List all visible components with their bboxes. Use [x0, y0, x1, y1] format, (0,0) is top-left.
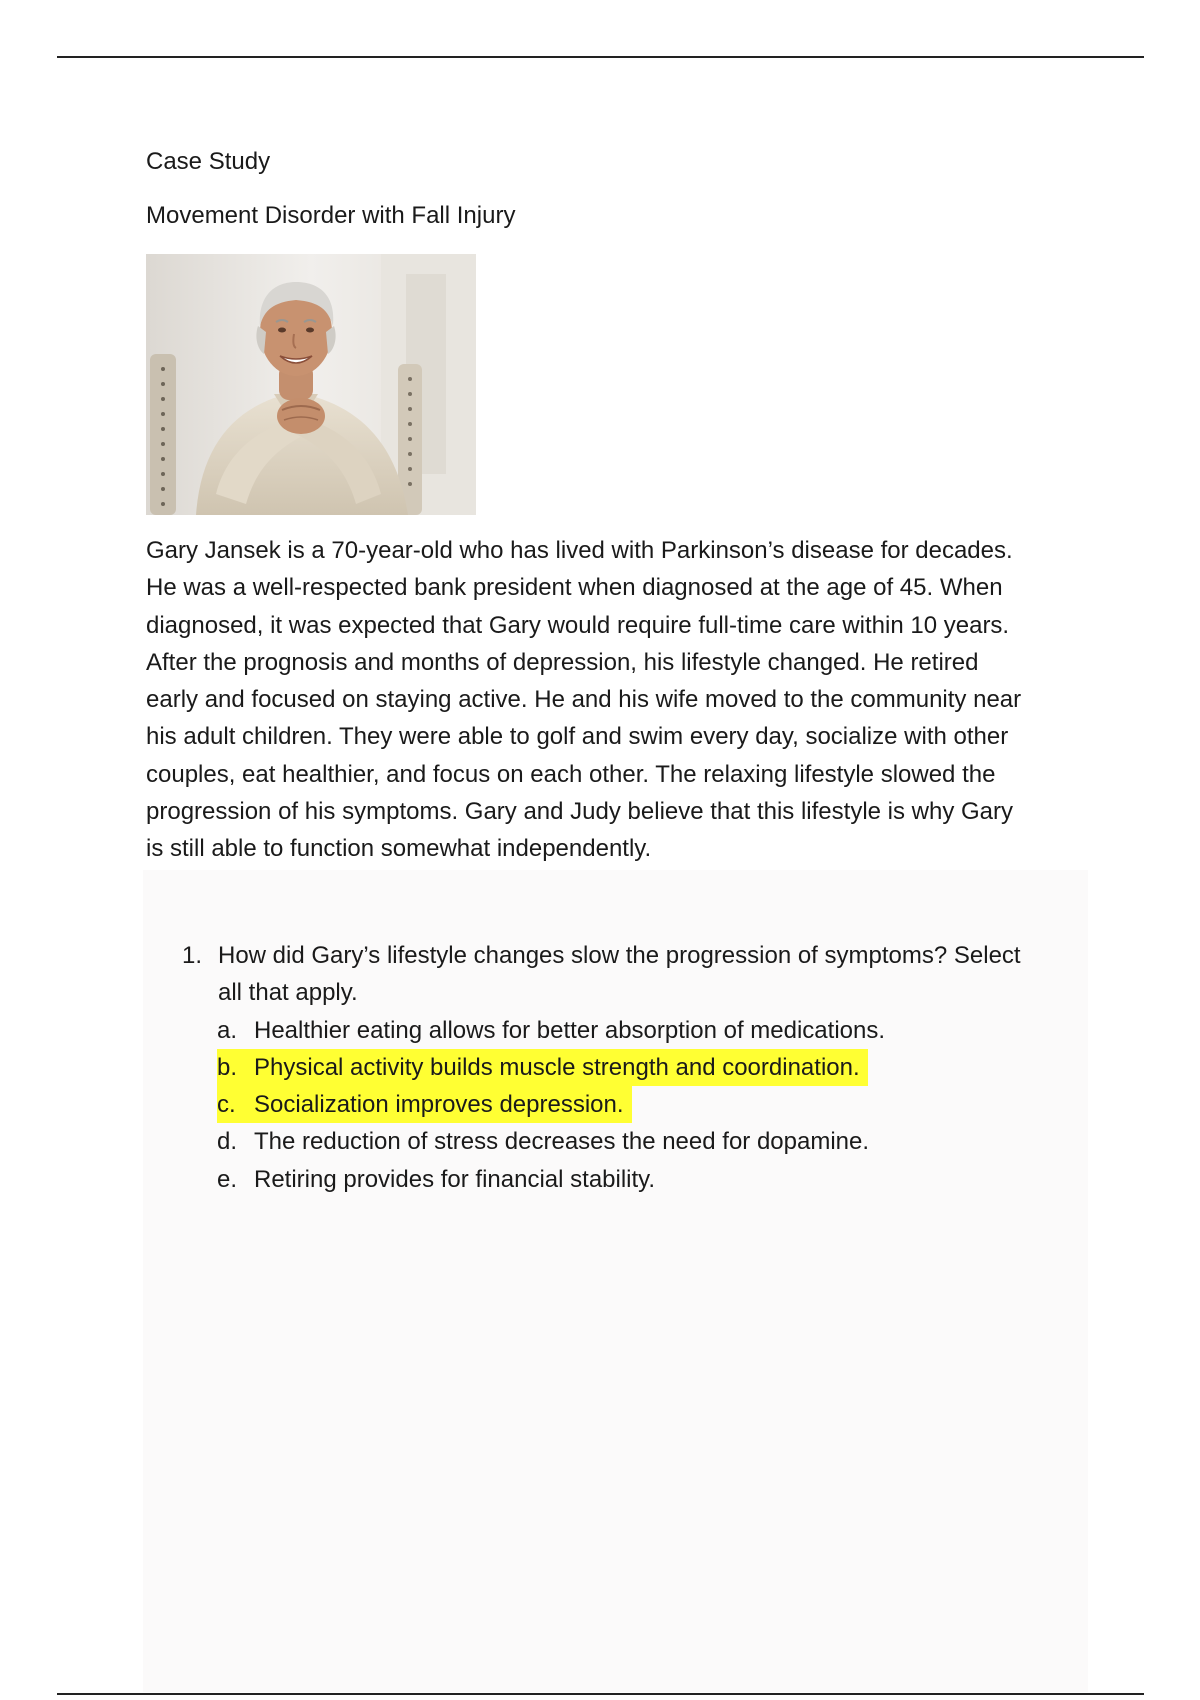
- narrative-line: his adult children. They were able to golf and swim every day, socialize with other: [146, 723, 1009, 751]
- narrative-line: He was a well-respected bank president when diagnosed at the age of 45. When: [146, 574, 1003, 602]
- narrative-line: diagnosed, it was expected that Gary would require full-time care within 10 years.: [146, 611, 1010, 639]
- answer-option-c: [146, 1086, 1106, 1123]
- question-stem: [146, 937, 1106, 974]
- portrait-photo: [146, 254, 476, 515]
- option-content-highlighted: [217, 1086, 632, 1123]
- narrative-line: is still able to function somewhat independently.: [146, 835, 652, 863]
- option-content: [217, 1123, 877, 1160]
- case-narrative: [146, 532, 1106, 868]
- answer-option-b: [146, 1049, 1106, 1086]
- answer-option-e: [146, 1161, 1106, 1198]
- option-content: [217, 1161, 663, 1198]
- option-letter: b.: [217, 1053, 238, 1081]
- option-content: [217, 1012, 893, 1049]
- narrative-line: progression of his symptoms. Gary and Judy believe that this lifestyle is why Gary: [146, 798, 1014, 826]
- narrative-line: After the prognosis and months of depression, his lifestyle changed. He retired: [146, 648, 979, 676]
- narrative-line: couples, eat healthier, and focus on each other. The relaxing lifestyle slowed the: [146, 760, 996, 788]
- option-content-highlighted: [217, 1049, 868, 1086]
- page-title: Case Study: [146, 148, 271, 175]
- question-stem-continued: [146, 974, 1106, 1011]
- option-letter: c.: [217, 1091, 236, 1119]
- bottom-rule: [57, 1693, 1144, 1695]
- narrative-line: Gary Jansek is a 70-year-old who has lived with Parkinson’s disease for decades.: [146, 537, 1013, 564]
- answer-option-a: [146, 1012, 1106, 1049]
- option-letter: d.: [217, 1128, 238, 1156]
- top-rule: [57, 56, 1144, 58]
- option-text: Healthier eating allows for better absorption of medications.: [254, 1016, 886, 1044]
- answer-option-d: [146, 1123, 1106, 1160]
- question-block: [146, 937, 1106, 1198]
- option-letter: a.: [217, 1016, 238, 1044]
- question-text-line: all that apply.: [218, 979, 358, 1007]
- option-letter: e.: [217, 1165, 238, 1193]
- page-subtitle: Movement Disorder with Fall Injury: [146, 202, 516, 229]
- option-text: Retiring provides for financial stability.: [254, 1165, 656, 1193]
- question-text-line: How did Gary’s lifestyle changes slow the progression of symptoms? Select: [218, 942, 1021, 969]
- question-number: 1.: [182, 942, 203, 969]
- option-text: Physical activity builds muscle strength and coordination.: [254, 1053, 860, 1081]
- narrative-line: early and focused on staying active. He and his wife moved to the community near: [146, 686, 1022, 714]
- option-text: The reduction of stress decreases the need for dopamine.: [254, 1128, 870, 1156]
- option-text: Socialization improves depression.: [254, 1091, 624, 1119]
